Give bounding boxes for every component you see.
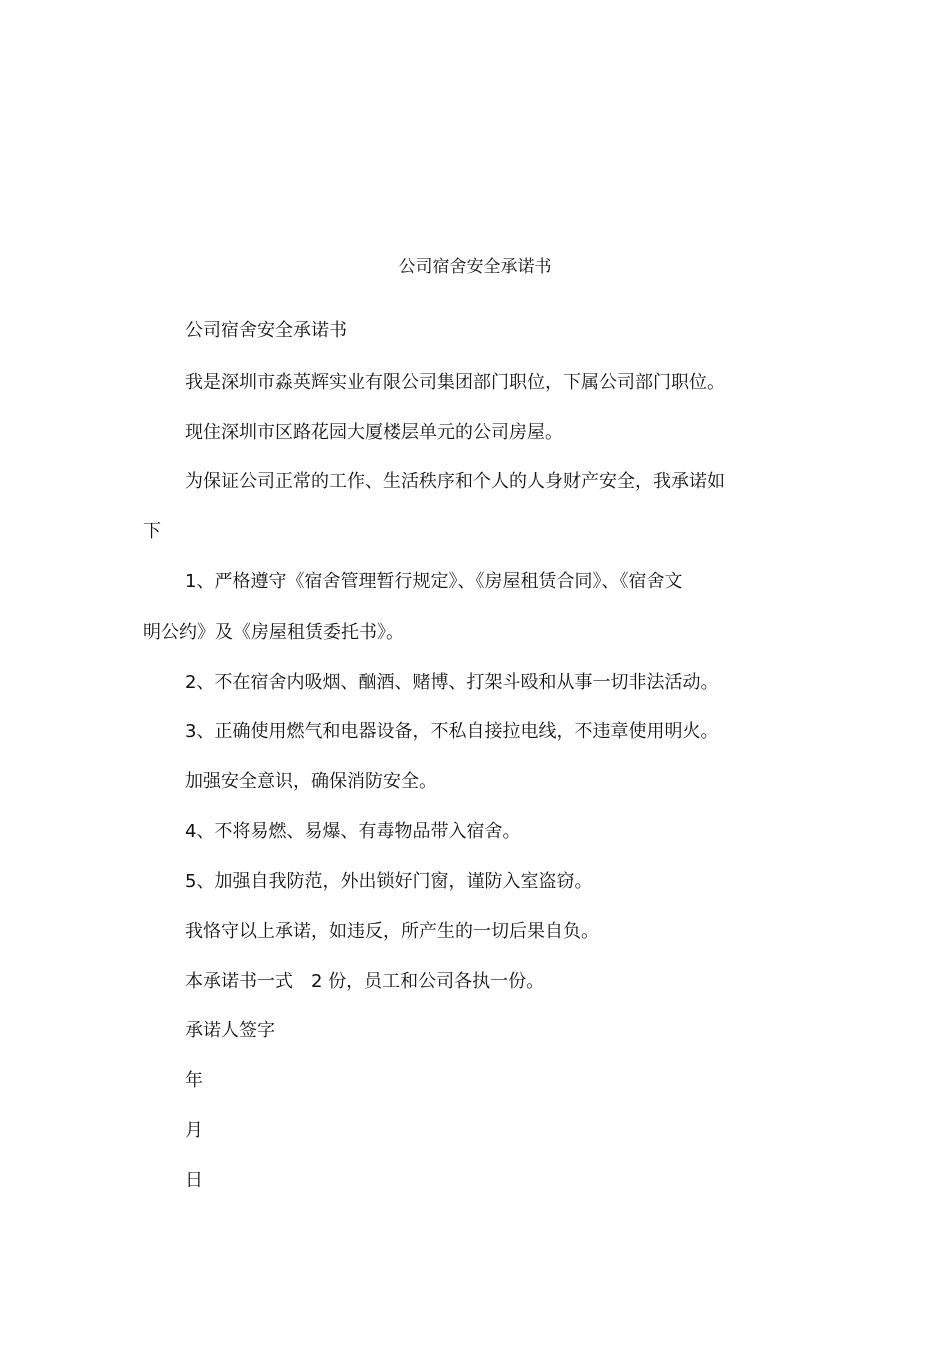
paragraph-identity: 我是深圳市淼英辉实业有限公司集团部门职位，下属公司部门职位。 — [185, 372, 725, 393]
item-1-continued: 明公约》及《房屋租赁委托书》。 — [143, 622, 404, 643]
item-2: 2、不在宿舍内吸烟、酗酒、赌博、打架斗殴和从事一切非法活动。 — [185, 672, 719, 693]
paragraph-pledge: 我恪守以上承诺，如违反，所产生的一切后果自负。 — [185, 921, 599, 942]
item-4: 4、不将易燃、易爆、有毒物品带入宿舍。 — [185, 821, 521, 842]
item-3-continued: 加强安全意识，确保消防安全。 — [185, 771, 437, 792]
date-day-label: 日 — [185, 1170, 203, 1191]
item-1: 1、严格遵守《宿舍管理暂行规定》、《房屋租赁合同》、《宿舍文 — [185, 571, 683, 592]
paragraph-purpose-continued: 下 — [143, 521, 161, 542]
signature-label: 承诺人签字 — [185, 1020, 275, 1041]
date-year-label: 年 — [185, 1070, 203, 1091]
date-month-label: 月 — [185, 1120, 203, 1141]
paragraph-subtitle: 公司宿舍安全承诺书 — [185, 320, 347, 341]
item-3: 3、正确使用燃气和电器设备，不私自接拉电线，不违章使用明火。 — [185, 721, 719, 742]
paragraph-copies: 本承诺书一式 2 份，员工和公司各执一份。 — [185, 971, 545, 992]
document-title: 公司宿舍安全承诺书 — [398, 257, 552, 277]
paragraph-residence: 现住深圳市区路花园大厦楼层单元的公司房屋。 — [185, 422, 563, 443]
paragraph-purpose: 为保证公司正常的工作、生活秩序和个人的人身财产安全，我承诺如 — [185, 471, 725, 492]
item-5: 5、加强自我防范，外出锁好门窗，谨防入室盗窃。 — [185, 871, 593, 892]
